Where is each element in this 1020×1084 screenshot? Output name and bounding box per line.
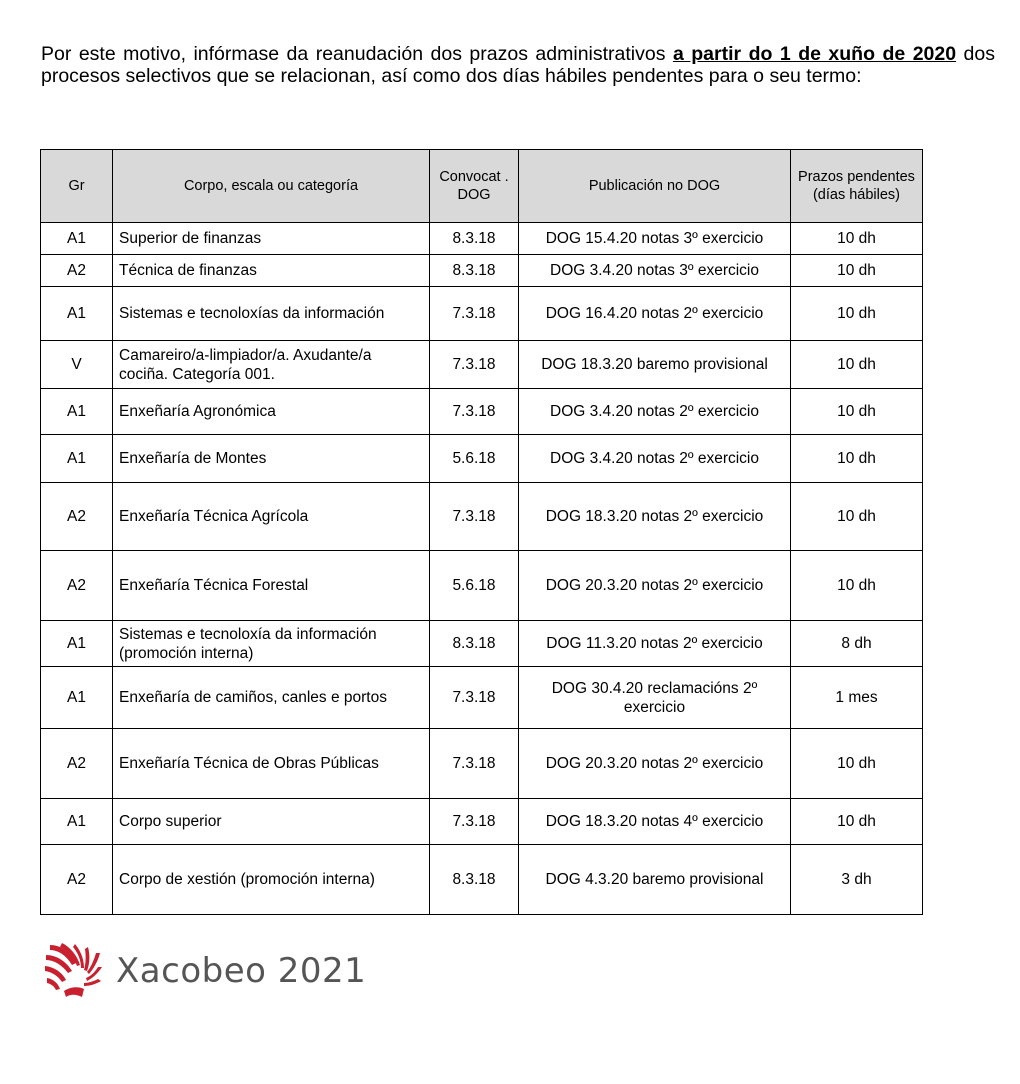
cell-prazos: 10 dh bbox=[791, 389, 923, 435]
cell-corpo: Enxeñaría Técnica de Obras Públicas bbox=[113, 729, 430, 799]
cell-publicacion: DOG 3.4.20 notas 2º exercicio bbox=[519, 435, 791, 483]
cell-publicacion: DOG 3.4.20 notas 2º exercicio bbox=[519, 389, 791, 435]
cell-gr: A2 bbox=[41, 729, 113, 799]
cell-corpo: Superior de finanzas bbox=[113, 223, 430, 255]
header-gr: Gr bbox=[41, 150, 113, 223]
cell-corpo: Sistemas e tecnoloxías da información bbox=[113, 287, 430, 341]
cell-publicacion: DOG 16.4.20 notas 2º exercicio bbox=[519, 287, 791, 341]
intro-text-after: dos procesos selectivos que se relacionan, así como dos días hábiles pendentes para o seu termo: bbox=[41, 43, 995, 87]
cell-prazos: 10 dh bbox=[791, 223, 923, 255]
cell-convocat: 8.3.18 bbox=[430, 621, 519, 667]
scallop-shell-icon bbox=[44, 941, 104, 1001]
cell-publicacion: DOG 18.3.20 notas 4º exercicio bbox=[519, 799, 791, 845]
cell-convocat: 7.3.18 bbox=[430, 341, 519, 389]
cell-corpo: Enxeñaría Técnica Forestal bbox=[113, 551, 430, 621]
cell-publicacion: DOG 20.3.20 notas 2º exercicio bbox=[519, 551, 791, 621]
cell-convocat: 7.3.18 bbox=[430, 389, 519, 435]
cell-gr: V bbox=[41, 341, 113, 389]
cell-publicacion: DOG 15.4.20 notas 3º exercicio bbox=[519, 223, 791, 255]
procesos-table bbox=[40, 149, 923, 915]
table-row bbox=[41, 255, 923, 287]
cell-publicacion: DOG 11.3.20 notas 2º exercicio bbox=[519, 621, 791, 667]
header-prazos: Prazos pendentes (días hábiles) bbox=[791, 150, 923, 223]
xacobeo-logo bbox=[44, 938, 366, 1004]
cell-publicacion: DOG 18.3.20 baremo provisional bbox=[519, 341, 791, 389]
cell-corpo: Enxeñaría Técnica Agrícola bbox=[113, 483, 430, 551]
table-row bbox=[41, 223, 923, 255]
table-row bbox=[41, 667, 923, 729]
header-corpo: Corpo, escala ou categoría bbox=[113, 150, 430, 223]
cell-convocat: 8.3.18 bbox=[430, 255, 519, 287]
cell-publicacion: DOG 18.3.20 notas 2º exercicio bbox=[519, 483, 791, 551]
cell-prazos: 10 dh bbox=[791, 435, 923, 483]
cell-gr: A2 bbox=[41, 255, 113, 287]
cell-gr: A2 bbox=[41, 551, 113, 621]
cell-convocat: 7.3.18 bbox=[430, 483, 519, 551]
cell-convocat: 5.6.18 bbox=[430, 551, 519, 621]
table-row bbox=[41, 435, 923, 483]
header-convocat: Convocat . DOG bbox=[430, 150, 519, 223]
table-row bbox=[41, 551, 923, 621]
cell-gr: A1 bbox=[41, 223, 113, 255]
cell-prazos: 10 dh bbox=[791, 255, 923, 287]
cell-prazos: 10 dh bbox=[791, 799, 923, 845]
cell-gr: A1 bbox=[41, 799, 113, 845]
cell-gr: A1 bbox=[41, 621, 113, 667]
cell-convocat: 7.3.18 bbox=[430, 799, 519, 845]
table-row bbox=[41, 483, 923, 551]
cell-publicacion: DOG 3.4.20 notas 3º exercicio bbox=[519, 255, 791, 287]
cell-convocat: 7.3.18 bbox=[430, 287, 519, 341]
table-row bbox=[41, 341, 923, 389]
cell-prazos: 10 dh bbox=[791, 483, 923, 551]
intro-text-before: Por este motivo, infórmase da reanudación dos prazos administrativos bbox=[41, 43, 673, 65]
cell-publicacion: DOG 20.3.20 notas 2º exercicio bbox=[519, 729, 791, 799]
table-row bbox=[41, 845, 923, 915]
cell-prazos: 10 dh bbox=[791, 729, 923, 799]
table-row bbox=[41, 287, 923, 341]
cell-gr: A2 bbox=[41, 845, 113, 915]
cell-corpo: Enxeñaría de Montes bbox=[113, 435, 430, 483]
cell-corpo: Corpo superior bbox=[113, 799, 430, 845]
cell-corpo: Enxeñaría de camiños, canles e portos bbox=[113, 667, 430, 729]
cell-convocat: 7.3.18 bbox=[430, 667, 519, 729]
cell-gr: A1 bbox=[41, 389, 113, 435]
cell-convocat: 8.3.18 bbox=[430, 223, 519, 255]
cell-corpo: Camareiro/a-limpiador/a. Axudante/a cociña. Categoría 001. bbox=[113, 341, 430, 389]
table-header-row bbox=[41, 150, 923, 223]
cell-corpo: Técnica de finanzas bbox=[113, 255, 430, 287]
table-row bbox=[41, 621, 923, 667]
cell-convocat: 8.3.18 bbox=[430, 845, 519, 915]
header-publicacion: Publicación no DOG bbox=[519, 150, 791, 223]
intro-paragraph bbox=[41, 43, 995, 87]
cell-publicacion: DOG 30.4.20 reclamacións 2º exercicio bbox=[519, 667, 791, 729]
cell-corpo: Sistemas e tecnoloxía da información (promoción interna) bbox=[113, 621, 430, 667]
logo-text: Xacobeo 2021 bbox=[116, 951, 367, 991]
cell-corpo: Corpo de xestión (promoción interna) bbox=[113, 845, 430, 915]
cell-prazos: 8 dh bbox=[791, 621, 923, 667]
cell-convocat: 5.6.18 bbox=[430, 435, 519, 483]
table-row bbox=[41, 729, 923, 799]
cell-convocat: 7.3.18 bbox=[430, 729, 519, 799]
cell-prazos: 1 mes bbox=[791, 667, 923, 729]
cell-gr: A1 bbox=[41, 435, 113, 483]
table-row bbox=[41, 799, 923, 845]
cell-prazos: 10 dh bbox=[791, 287, 923, 341]
cell-prazos: 10 dh bbox=[791, 341, 923, 389]
cell-gr: A1 bbox=[41, 667, 113, 729]
cell-publicacion: DOG 4.3.20 baremo provisional bbox=[519, 845, 791, 915]
table-body bbox=[41, 223, 923, 915]
cell-gr: A2 bbox=[41, 483, 113, 551]
table-row bbox=[41, 389, 923, 435]
cell-gr: A1 bbox=[41, 287, 113, 341]
cell-corpo: Enxeñaría Agronómica bbox=[113, 389, 430, 435]
cell-prazos: 3 dh bbox=[791, 845, 923, 915]
cell-prazos: 10 dh bbox=[791, 551, 923, 621]
intro-highlight: a partir do 1 de xuño de 2020 bbox=[672, 43, 957, 65]
